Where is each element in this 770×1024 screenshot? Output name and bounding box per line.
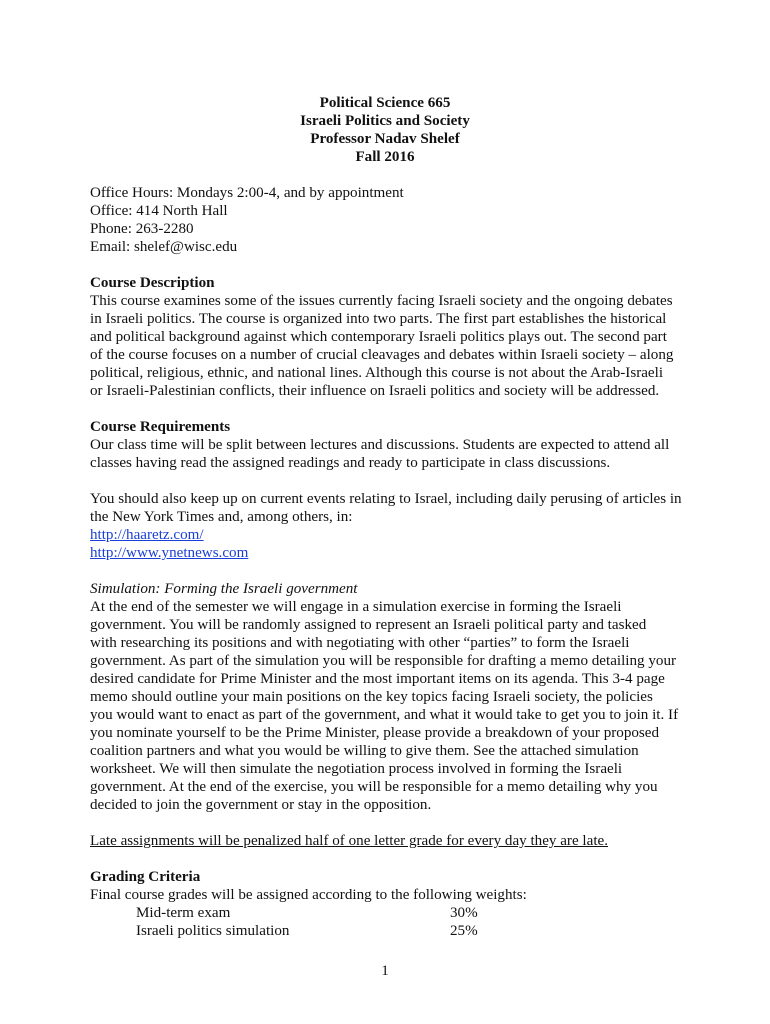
- news-line: You should also keep up on current events relating to Israel, including daily perusing of articles in: [90, 491, 682, 507]
- late-policy-section: [90, 832, 680, 850]
- simulation-line: memo should outline your main positions on the key topics facing Israeli society, the policies: [90, 689, 653, 705]
- simulation-line: with researching its positions and with negotiating with other “parties” to form the Israeli: [90, 635, 630, 651]
- professor-name: Professor Nadav Shelef: [310, 131, 460, 147]
- grade-item-label: Mid-term exam: [136, 905, 231, 921]
- page-number: 1: [381, 963, 389, 979]
- description-line: in Israeli politics. The course is organized into two parts. The first part establishes the historical: [90, 311, 667, 327]
- haaretz-link[interactable]: http://haaretz.com/: [90, 527, 204, 543]
- grading-intro: Final course grades will be assigned according to the following weights:: [90, 887, 527, 903]
- simulation-section: [90, 580, 680, 814]
- requirements-line: Our class time will be split between lectures and discussions. Students are expected to attend all: [90, 437, 670, 453]
- grade-row: [90, 904, 680, 922]
- simulation-line: government. You will be randomly assigned to represent an Israeli political party and tasked: [90, 617, 647, 633]
- syllabus-page: [90, 90, 680, 940]
- simulation-line: you nominate yourself to be the Prime Minister, please provide a breakdown of your proposed: [90, 725, 660, 741]
- late-policy: Late assignments will be penalized half of one letter grade for every day they are late.: [90, 833, 608, 849]
- course-header: [90, 94, 680, 166]
- simulation-line: you would want to enact as part of the government, and what it would take to get you to join it. If: [90, 707, 679, 723]
- grade-row: [90, 922, 680, 940]
- course-title: Israeli Politics and Society: [300, 113, 470, 129]
- contact-info: [90, 184, 680, 256]
- ynetnews-link[interactable]: http://www.ynetnews.com: [90, 545, 249, 561]
- simulation-line: government. At the end of the exercise, you will be responsible for a memo detailing why you: [90, 779, 658, 795]
- description-line: or Israeli-Palestinian conflicts, their influence on Israeli politics and society will be addressed.: [90, 383, 660, 399]
- course-requirements-heading: Course Requirements: [90, 419, 231, 435]
- office-location: Office: 414 North Hall: [90, 203, 228, 219]
- course-description-section: [90, 274, 680, 400]
- simulation-line: coalition partners and what you would be willing to give them. See the attached simulation: [90, 743, 639, 759]
- requirements-line: classes having read the assigned readings and ready to participate in class discussions.: [90, 455, 611, 471]
- simulation-line: government. As part of the simulation you will be responsible for drafting a memo detailing your: [90, 653, 677, 669]
- news-line: the New York Times and, among others, in:: [90, 509, 353, 525]
- course-requirements-section: [90, 418, 680, 472]
- description-line: of the course focuses on a number of crucial cleavages and debates within Israeli society – along: [90, 347, 674, 363]
- grading-section: [90, 868, 680, 940]
- description-line: This course examines some of the issues currently facing Israeli society and the ongoing debates: [90, 293, 673, 309]
- simulation-line: decided to join the government or stay in the opposition.: [90, 797, 432, 813]
- office-hours: Office Hours: Mondays 2:00-4, and by appointment: [90, 185, 404, 201]
- course-description-heading: Course Description: [90, 275, 215, 291]
- grade-item-label: Israeli politics simulation: [136, 923, 290, 939]
- grade-item-weight: 25%: [450, 923, 478, 939]
- simulation-line: At the end of the semester we will engage in a simulation exercise in forming the Israeli: [90, 599, 622, 615]
- grading-heading: Grading Criteria: [90, 869, 201, 885]
- course-number: Political Science 665: [319, 95, 451, 111]
- email: Email: shelef@wisc.edu: [90, 239, 238, 255]
- grade-item-weight: 30%: [450, 905, 478, 921]
- simulation-line: worksheet. We will then simulate the negotiation process involved in forming the Israeli: [90, 761, 623, 777]
- simulation-heading: Simulation: Forming the Israeli government: [90, 581, 358, 597]
- term: Fall 2016: [355, 149, 415, 165]
- description-line: political, religious, ethnic, and national lines. Although this course is not about the Arab-Israeli: [90, 365, 664, 381]
- current-events-paragraph: [90, 490, 680, 562]
- simulation-line: desired candidate for Prime Minister and the most important items on its agenda. This 3-4 page: [90, 671, 665, 687]
- description-line: and political background against which contemporary Israeli politics plays out. The second part: [90, 329, 667, 345]
- phone: Phone: 263-2280: [90, 221, 194, 237]
